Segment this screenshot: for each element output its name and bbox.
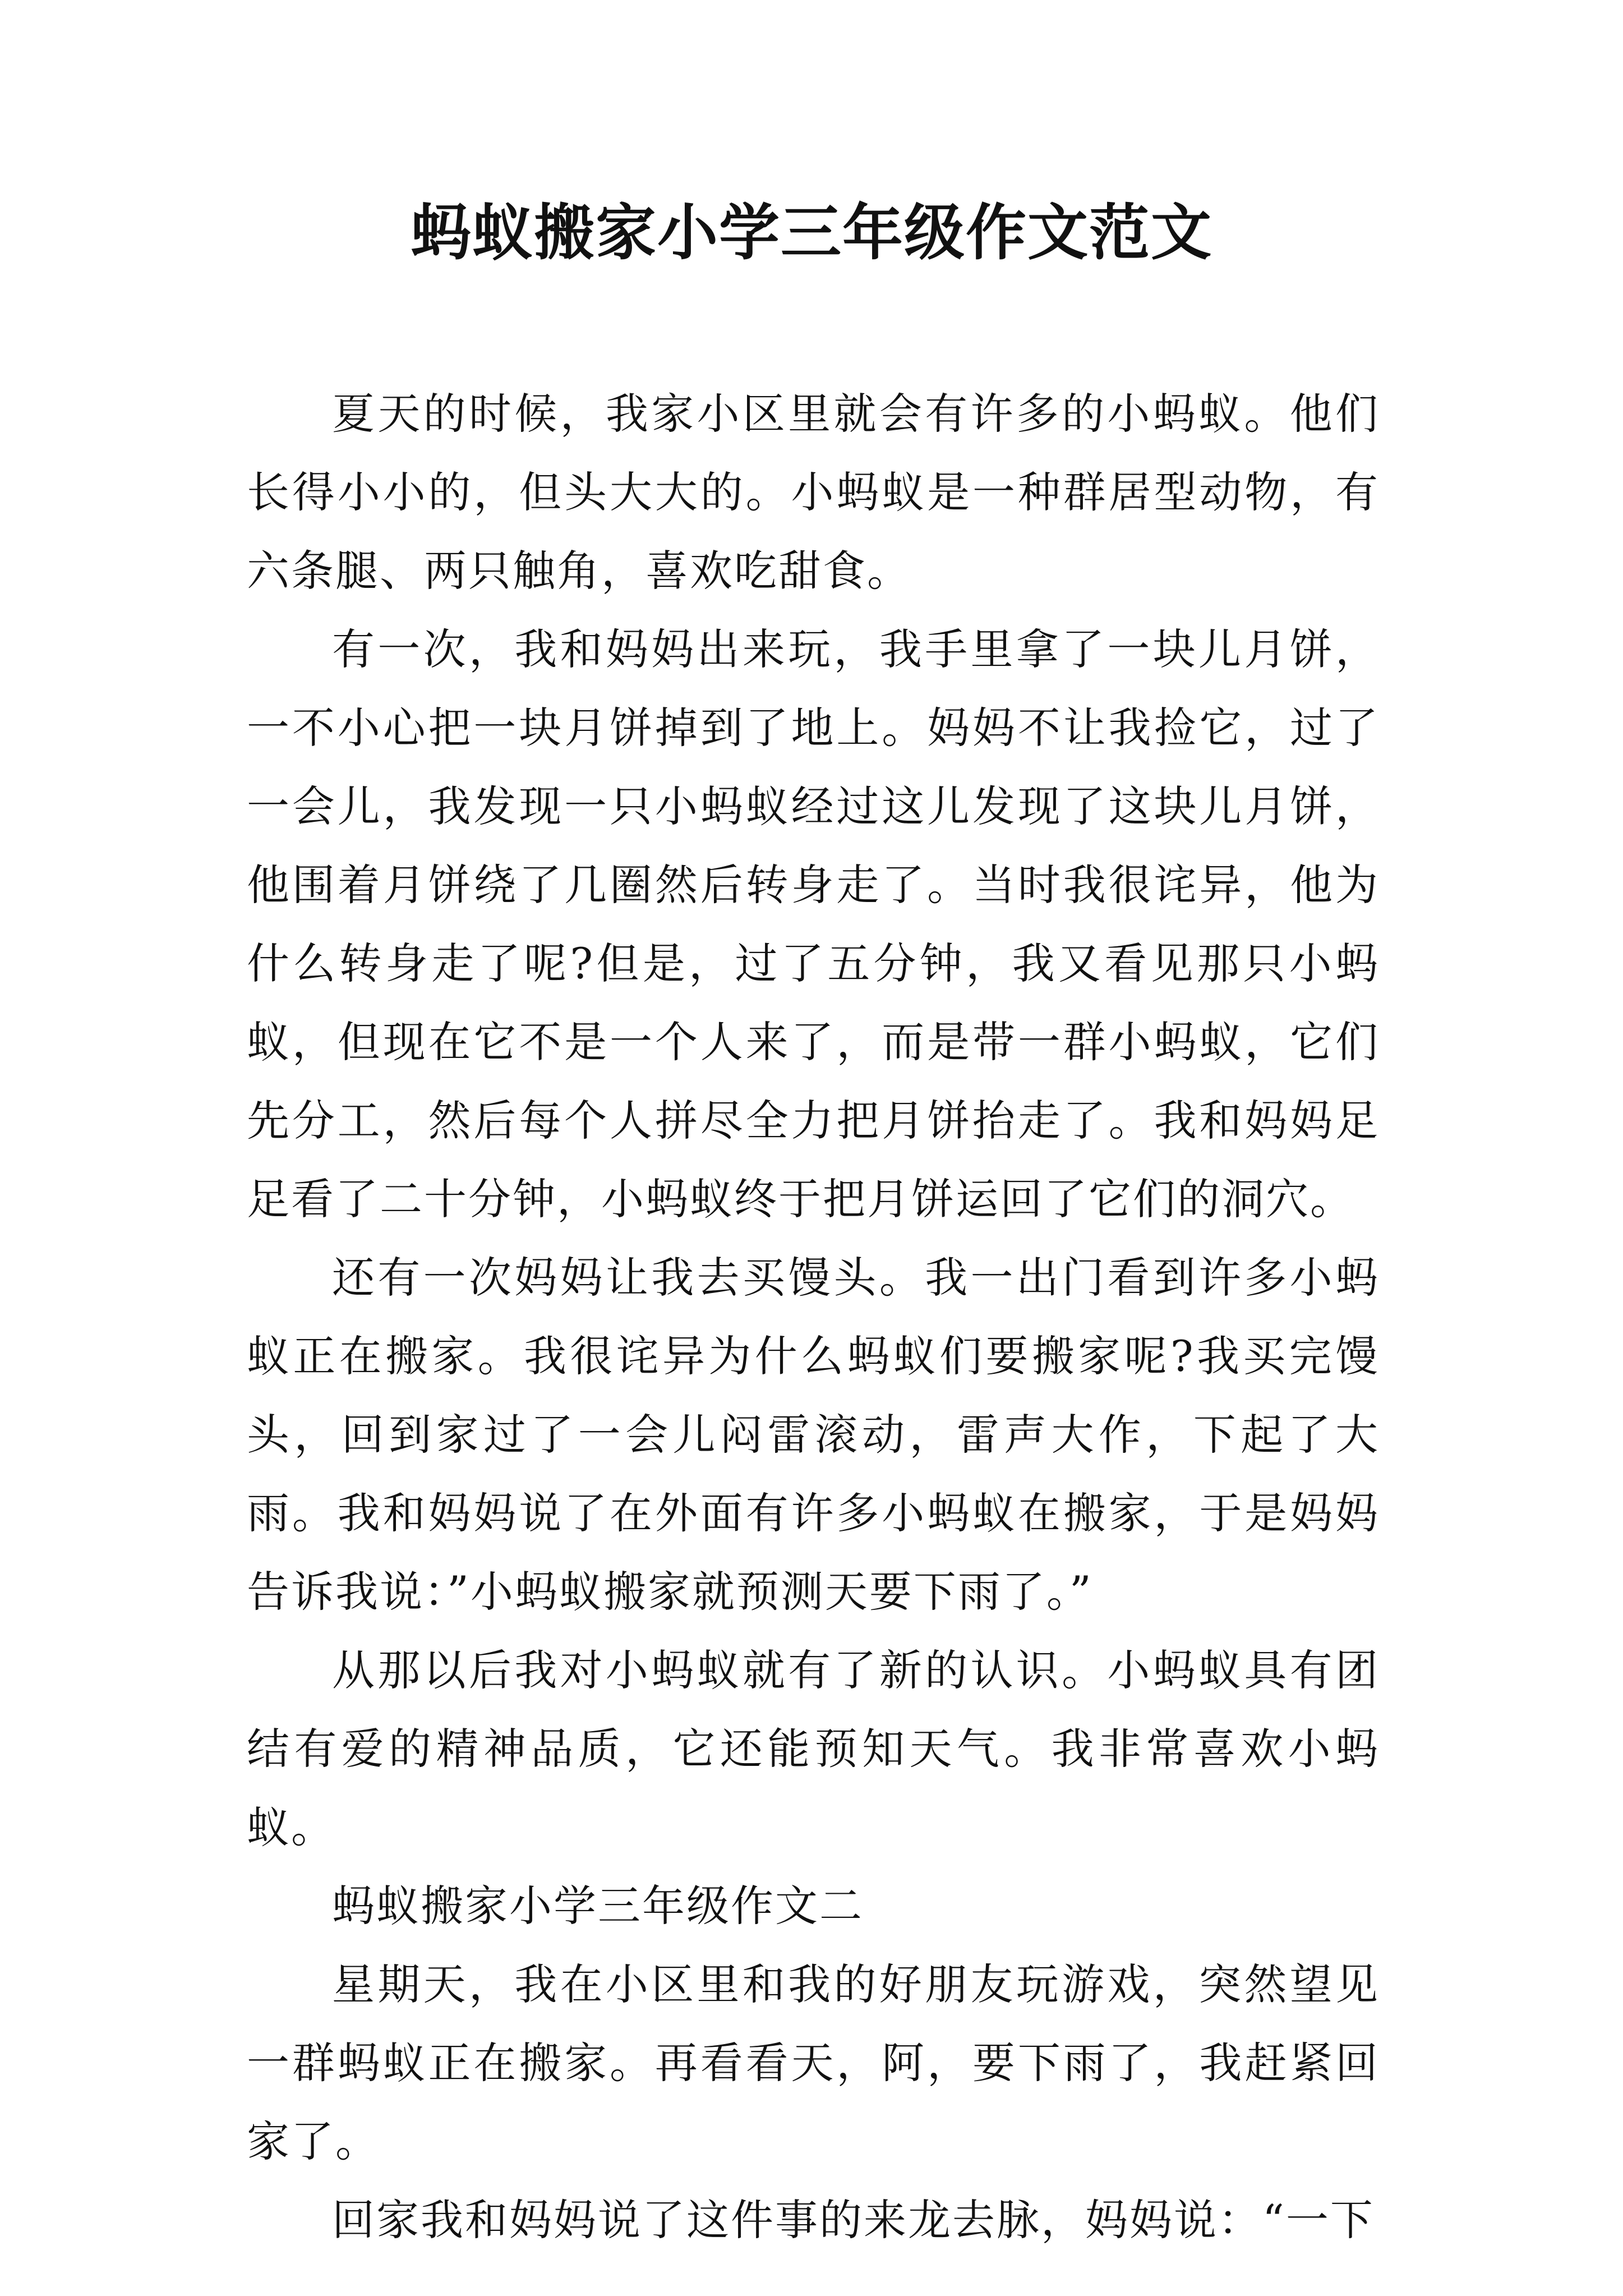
paragraph-1: 夏天的时候，我家小区里就会有许多的小蚂蚁。他们长得小小的，但头大大的。小蚂蚁是一种群居型动物，有六条腿、两只触角，喜欢吃甜食。 bbox=[247, 389, 1380, 596]
paragraph-5: 星期天，我在小区里和我的好朋友玩游戏，突然望见一群蚂蚁正在搬家。再看看天，阿，要下雨了，我赶紧回家了。 bbox=[247, 1959, 1380, 2166]
document-title: 蚂蚁搬家小学三年级作文范文 bbox=[410, 197, 1212, 268]
section-heading-2: 蚂蚁搬家小学三年级作文二 bbox=[332, 1881, 864, 1931]
paragraph-2: 有一次，我和妈妈出来玩，我手里拿了一块儿月饼，一不小心把一块月饼掉到了地上。妈妈不让我捡它，过了一会儿，我发现一只小蚂蚁经过这儿发现了这块儿月饼，他围着月饼绕了几圈然后转身走了。当时我很诧异，他为什么转身走了呢?但是，过了五分钟，我又看见那只小蚂蚁，但现在它不是一个人来了，而是带一群小蚂蚁，它们先分工，然后每个人拼尽全力把月饼抬走了。我和妈妈足足看了二十分钟，小蚂蚁终于把月饼运回了它们的洞穴。 bbox=[247, 624, 1380, 1224]
paragraph-6: 回家我和妈妈说了这件事的来龙去脉，妈妈说：“一下 bbox=[332, 2195, 1375, 2245]
paragraph-3: 还有一次妈妈让我去买馒头。我一出门看到许多小蚂蚁正在搬家。我很诧异为什么蚂蚁们要搬家呢?我买完馒头，回到家过了一会儿闷雷滚动，雷声大作，下起了大雨。我和妈妈说了在外面有许多小蚂蚁在搬家，于是妈妈告诉我说：”小蚂蚁搬家就预测天要下雨了。” bbox=[247, 1253, 1380, 1617]
essay-body bbox=[247, 375, 1380, 2260]
paragraph-4: 从那以后我对小蚂蚁就有了新的认识。小蚂蚁具有团结有爱的精神品质，它还能预知天气。我非常喜欢小蚂蚁。 bbox=[247, 1645, 1380, 1852]
